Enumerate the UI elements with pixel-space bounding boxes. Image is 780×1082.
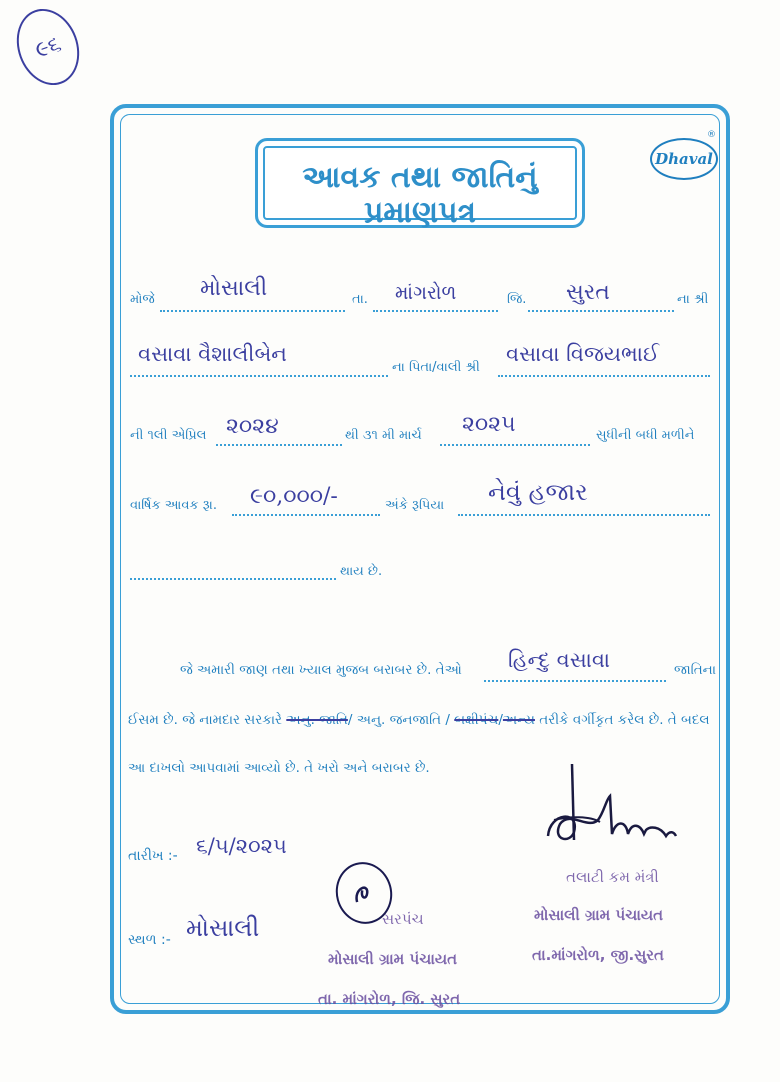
label-thay-chhe: થાય છે. xyxy=(340,564,383,579)
paragraph-line1-end: જાતિના xyxy=(674,662,717,678)
talati-title: તલાટી કમ મંત્રી xyxy=(566,868,659,886)
taluka-line xyxy=(373,310,498,312)
to-year-line xyxy=(440,444,590,446)
talati-signature xyxy=(540,760,680,860)
sarpanch-signature-icon xyxy=(346,875,383,912)
registered-mark: ® xyxy=(707,130,716,140)
caste-line xyxy=(484,680,666,682)
page-number-mark xyxy=(6,0,89,94)
paragraph-line3: આ દાખલો આપવામાં આવ્યો છે. તે ખરો અને બરાબર છે. xyxy=(128,760,430,776)
sarpanch-stamp-org: મોસાલી ગ્રામ પંચાયત xyxy=(328,950,458,968)
label-date: તારીખ :- xyxy=(128,848,178,864)
brand-name: Dhaval xyxy=(655,150,713,168)
label-from-april: ની ૧લી એપ્રિલ xyxy=(130,428,207,443)
label-in-words: અંકે રૂપિયા xyxy=(385,498,445,513)
page-number-text: ૯૬ xyxy=(31,30,65,64)
label-upto: સુધીની બધી મળીને xyxy=(596,428,695,443)
place-value: મોસાલી xyxy=(186,914,260,942)
paragraph-line2-d: તરીકે વર્ગીકૃત કરેલ છે. તે બદલ xyxy=(539,712,710,728)
date-value: ૬/૫/૨૦૨૫ xyxy=(196,834,287,858)
label-father: ના પિતા/વાલી શ્રી xyxy=(392,360,480,375)
district-line xyxy=(528,310,674,312)
sarpanch-title: સરપંચ xyxy=(382,910,424,928)
paragraph-line2-a: ઈસમ છે. જે નામદાર સરકારે xyxy=(128,712,283,728)
income-words-line xyxy=(458,514,710,516)
struck-option-other: અન્ય xyxy=(502,712,535,728)
sarpanch-stamp-address: તા. માંગરોળ, જિ. સુરત xyxy=(318,990,461,1008)
talati-stamp-org: મોસાલી ગ્રામ પંચાયત xyxy=(534,906,664,924)
paragraph-line1-start: જે અમારી જાણ તથા ખ્યાલ મુજબ બરાબર છે. તેઓ xyxy=(180,662,462,678)
certificate-title: આવક તથા જાતિનું પ્રમાણપત્ર xyxy=(302,160,538,230)
to-year: ૨૦૨૫ xyxy=(462,412,516,437)
caste-value: હિન્દુ વસાવા xyxy=(508,648,611,672)
father-line xyxy=(498,375,710,377)
name-line xyxy=(130,375,388,377)
struck-option-sc: અનુ. જાતિ xyxy=(286,712,348,728)
income-in-words: નેવું હજાર xyxy=(488,478,588,506)
paragraph-line2-c: / xyxy=(498,712,503,728)
label-to-march: થી ૩૧ મી માર્ચ xyxy=(345,428,422,443)
paragraph-line2-b: / અનુ. જનજાતિ / xyxy=(347,712,450,728)
applicant-name: વસાવા વૈશાલીબેન xyxy=(138,342,287,366)
from-year-line xyxy=(216,444,342,446)
label-moje: મોજે xyxy=(130,292,155,307)
label-taluka: તા. xyxy=(352,292,368,307)
village-value: મોસાલી xyxy=(200,276,268,301)
from-year: ૨૦૨૪ xyxy=(226,414,279,439)
talati-stamp-address: તા.માંગરોળ, જી.સુરત xyxy=(532,946,664,964)
district-value: સુરત xyxy=(566,280,610,305)
village-line xyxy=(160,310,345,312)
struck-option-obc: બક્ષીપંચ xyxy=(454,712,499,728)
taluka-value: માંગરોળ xyxy=(395,282,457,304)
income-line xyxy=(232,514,380,516)
label-annual-income: વાર્ષિક આવક રૂા. xyxy=(130,498,217,513)
blank-line xyxy=(130,578,336,580)
income-amount: ૯૦,૦૦૦/- xyxy=(250,484,338,509)
paragraph-line2 xyxy=(128,712,710,728)
brand-logo xyxy=(650,138,718,180)
label-place: સ્થળ :- xyxy=(128,932,171,948)
label-district: જિ. xyxy=(507,292,527,307)
label-na-shri: ના શ્રી xyxy=(677,292,709,307)
father-name: વસાવા વિજયભાઈ xyxy=(506,342,660,366)
